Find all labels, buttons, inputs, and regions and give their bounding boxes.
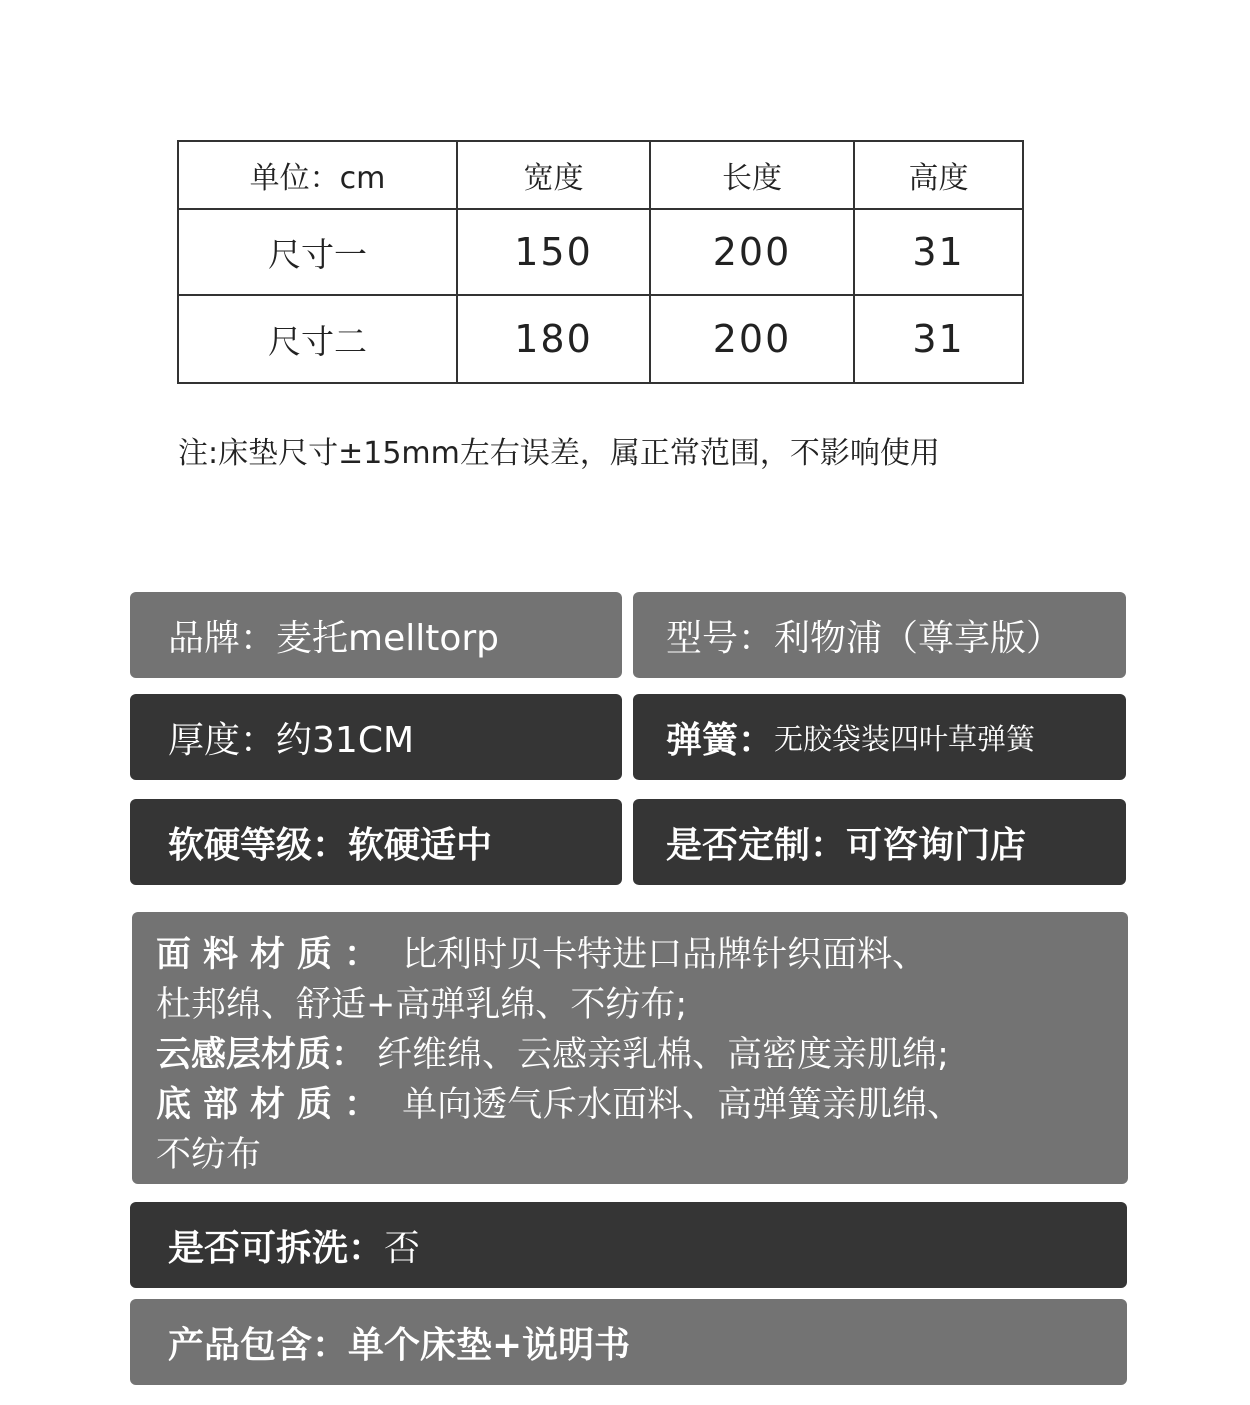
spec-label: 品牌： bbox=[168, 617, 277, 659]
spec-value: 可咨询门店 bbox=[846, 824, 1027, 866]
material-line bbox=[156, 980, 1108, 1030]
header-cell-length: 长度 bbox=[650, 141, 854, 209]
material-line bbox=[156, 930, 1108, 980]
spec-value: 约31CM bbox=[276, 719, 415, 761]
size-note: 注:床垫尺寸±15mm左右误差，属正常范围，不影响使用 bbox=[178, 436, 940, 471]
length-value: 200 bbox=[650, 209, 854, 295]
fabric-label: 面料材质： bbox=[156, 935, 392, 975]
spec-label: 产品包含： bbox=[168, 1324, 349, 1366]
spec-value: 否 bbox=[384, 1227, 421, 1269]
spec-value: 软硬适中 bbox=[348, 824, 493, 866]
spec-softness bbox=[130, 799, 622, 885]
spec-spring bbox=[633, 694, 1126, 780]
spec-value: 利物浦（尊享版） bbox=[774, 617, 1063, 659]
header-cell-width: 宽度 bbox=[457, 141, 650, 209]
cloud-label: 云感层材质： bbox=[156, 1035, 367, 1075]
table-row bbox=[178, 209, 1023, 295]
header-cell-height: 高度 bbox=[854, 141, 1023, 209]
spec-model bbox=[633, 592, 1126, 678]
table-header-row bbox=[178, 141, 1023, 209]
spec-material bbox=[132, 912, 1128, 1184]
header-cell-unit: 单位：cm bbox=[178, 141, 457, 209]
material-line bbox=[156, 1080, 1108, 1130]
bottom-value: 单向透气斥水面料、高弹簧亲肌绵、 bbox=[402, 1085, 963, 1125]
spec-value: 麦托melltorp bbox=[276, 617, 500, 659]
spec-value: 无胶袋装四叶草弹簧 bbox=[774, 721, 1036, 756]
height-value: 31 bbox=[854, 295, 1023, 383]
row-label: 尺寸一 bbox=[178, 209, 457, 295]
material-line bbox=[156, 1030, 1108, 1080]
spec-value: 单个床垫+说明书 bbox=[348, 1324, 631, 1366]
spec-label: 是否定制： bbox=[666, 824, 847, 866]
height-value: 31 bbox=[854, 209, 1023, 295]
row-label: 尺寸二 bbox=[178, 295, 457, 383]
table-row bbox=[178, 295, 1023, 383]
size-table bbox=[177, 140, 1024, 384]
cloud-value: 纤维绵、云感亲乳棉、高密度亲肌绵; bbox=[377, 1035, 949, 1075]
spec-label: 厚度： bbox=[168, 719, 277, 761]
spec-label: 软硬等级： bbox=[168, 824, 349, 866]
spec-label: 是否可拆洗： bbox=[168, 1227, 385, 1269]
fabric-value: 比利时贝卡特进口品牌针织面料、 bbox=[402, 935, 928, 975]
spec-washable bbox=[130, 1202, 1127, 1288]
spec-thickness bbox=[130, 694, 622, 780]
spec-label: 型号： bbox=[666, 617, 775, 659]
width-value: 180 bbox=[457, 295, 650, 383]
bottom-label: 底部材质： bbox=[156, 1085, 392, 1125]
material-line bbox=[156, 1130, 1108, 1180]
width-value: 150 bbox=[457, 209, 650, 295]
spec-custom bbox=[633, 799, 1126, 885]
spec-includes bbox=[130, 1299, 1127, 1385]
bottom-value-cont: 不纺布 bbox=[156, 1135, 262, 1175]
spec-brand bbox=[130, 592, 622, 678]
spec-label: 弹簧： bbox=[666, 719, 775, 761]
fabric-value-cont: 杜邦绵、舒适+高弹乳绵、不纺布; bbox=[156, 985, 688, 1025]
length-value: 200 bbox=[650, 295, 854, 383]
